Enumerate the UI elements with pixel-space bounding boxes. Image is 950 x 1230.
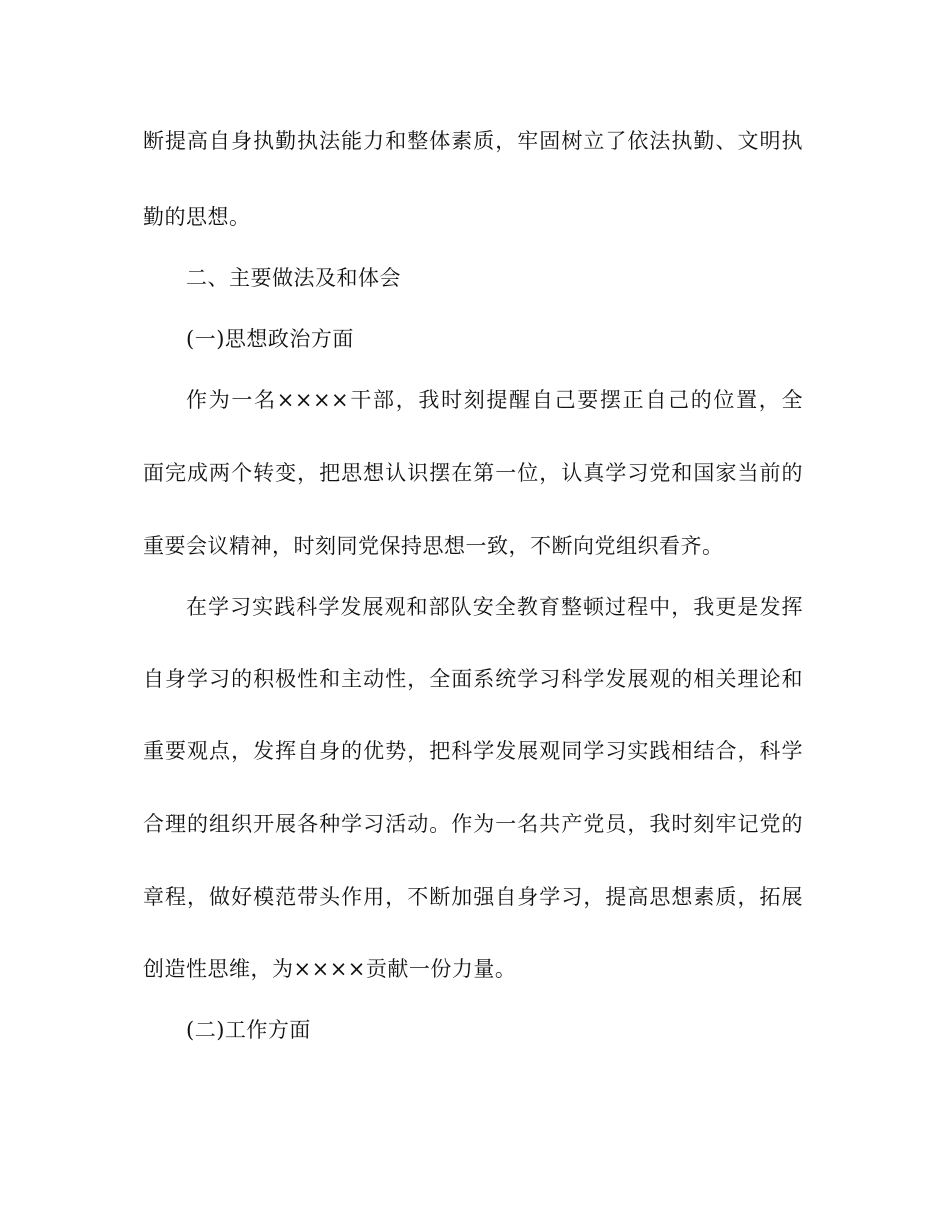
paragraph-line: 章程，做好模范带头作用，不断加强自身学习，提高思想素质，拓展 — [143, 885, 803, 909]
paragraph-line: 创造性思维，为××××贡献一份力量。 — [143, 957, 517, 981]
section-heading: 二、主要做法及和体会 — [186, 266, 401, 290]
subsection-heading: (一)思想政治方面 — [186, 327, 354, 351]
paragraph-line: 勤的思想。 — [143, 205, 251, 229]
subsection-heading: (二)工作方面 — [186, 1018, 311, 1042]
paragraph-line: 在学习实践科学发展观和部队安全教育整顿过程中，我更是发挥 — [186, 595, 803, 619]
paragraph-line: 重要观点，发挥自身的优势，把科学发展观同学习实践相结合，科学 — [143, 739, 803, 763]
paragraph-line: 重要会议精神，时刻同党保持思想一致，不断向党组织看齐。 — [143, 534, 724, 558]
paragraph-line: 面完成两个转变，把思想认识摆在第一位，认真学习党和国家当前的 — [143, 461, 803, 485]
paragraph-line: 自身学习的积极性和主动性，全面系统学习科学发展观的相关理论和 — [143, 667, 803, 691]
paragraph-line: 断提高自身执勤执法能力和整体素质，牢固树立了依法执勤、文明执 — [143, 129, 803, 153]
paragraph-line: 作为一名××××干部，我时刻提醒自己要摆正自己的位置，全 — [186, 388, 803, 412]
paragraph-line: 合理的组织开展各种学习活动。作为一名共产党员，我时刻牢记党的 — [143, 812, 803, 836]
